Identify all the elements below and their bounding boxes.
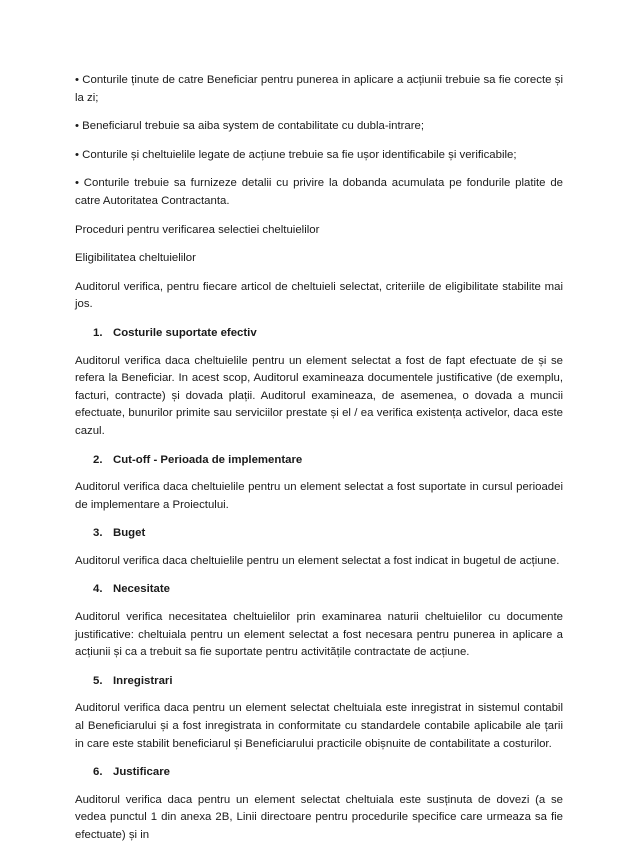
bullet-conturi-corecte: • Conturile ținute de catre Beneficiar pentru punerea in aplicare a acțiunii trebuie sa fie corecte și la zi; xyxy=(75,74,563,104)
section-text-6: Auditorul verifica daca pentru un element selectat cheltuiala este susținuta de dovezi (a se vedea punctul 1 din anexa 2B, Linii directoare pentru procedurile specifice care urmeaza sa fie efectuate) și in xyxy=(75,793,563,841)
section-heading-5 xyxy=(75,673,563,691)
section-heading-3 xyxy=(75,525,563,543)
bullet-dubla-intrare: • Beneficiarul trebuie sa aiba system de contabilitate cu dubla-intrare; xyxy=(75,120,425,133)
eligibilitatea-heading: Eligibilitatea cheltuielilor xyxy=(75,252,196,265)
section-title: Cut-off - Perioada de implementare xyxy=(113,453,303,466)
section-number: 1. xyxy=(93,326,103,339)
section-number: 5. xyxy=(93,674,103,687)
intro-paragraph: Auditorul verifica, pentru fiecare articol de cheltuieli selectat, criteriile de eligibilitate stabilite mai jos. xyxy=(75,280,563,311)
section-heading-6 xyxy=(75,764,563,782)
section-heading-2 xyxy=(75,452,563,470)
section-text-4: Auditorul verifica necesitatea cheltuielilor prin examinarea naturii cheltuielilor cu documente justificative: cheltuiala pentru un element selectat a fost necesara pentru punerea in aplicare a acțiunii și ca a trebuit sa fie suportate pentru activitățile contractate de acțiune. xyxy=(75,611,563,659)
section-number: 4. xyxy=(93,583,103,596)
section-text-2: Auditorul verifica daca cheltuielile pentru un element selectat a fost suportate in cursul perioadei de implementare a Proiectului. xyxy=(75,481,563,511)
section-number: 3. xyxy=(93,527,103,540)
section-text-3: Auditorul verifica daca cheltuielile pentru un element selectat a fost indicat in bugetul de acțiune. xyxy=(75,554,560,567)
section-title: Inregistrari xyxy=(113,674,173,687)
section-heading-1 xyxy=(75,325,563,343)
section-heading-4 xyxy=(75,581,563,599)
proceduri-heading: Proceduri pentru verificarea selectiei cheltuielilor xyxy=(75,223,320,236)
section-title: Costurile suportate efectiv xyxy=(113,326,257,339)
section-text-1: Auditorul verifica daca cheltuielile pentru un element selectat a fost de fapt efectuate de și se refera la Beneficiar. In acest scop, Auditorul examineaza documentele justificative (de exemplu, facturi, contracte) și dovada plații. Auditorul examineaza, de asemenea, o dovada a muncii efectuate, bunurilor primite sau serviciilor prestate și el / ea verifica existența activelor, daca este cazul. xyxy=(75,354,563,437)
section-text-5: Auditorul verifica daca pentru un element selectat cheltuiala este inregistrat in sistemul contabil al Beneficiarului și a fost inregistrata in conformitate cu standardele contabile aplicabile ale țarii in care este stabilit beneficiarul și Beneficiarului practicile obișnuite de contabilitate a costurilor. xyxy=(75,702,563,750)
section-number: 2. xyxy=(93,453,103,466)
section-title: Necesitate xyxy=(113,583,170,596)
section-number: 6. xyxy=(93,766,103,779)
bullet-dobanda: • Conturile trebuie sa furnizeze detalii cu privire la dobanda acumulata pe fondurile platite de catre Autoritatea Contractanta. xyxy=(75,177,563,207)
section-title: Buget xyxy=(113,527,146,540)
bullet-identificabile: • Conturile și cheltuielile legate de acțiune trebuie sa fie ușor identificabile și verificabile; xyxy=(75,148,517,161)
section-title: Justificare xyxy=(113,766,170,779)
